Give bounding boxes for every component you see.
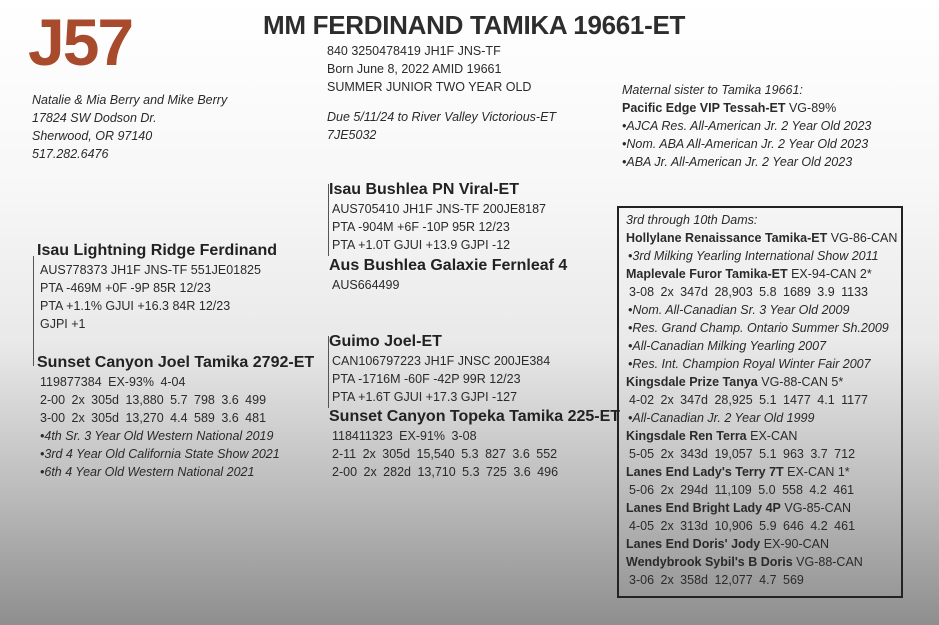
dam-sire-line: PTA +1.6T GJUI +17.3 GJPI -127 xyxy=(332,390,518,404)
owner-city: Sherwood, OR 97140 xyxy=(32,129,153,143)
ancestor-dam-name: Lanes End Lady's Terry 7T xyxy=(626,465,784,479)
ancestor-dam-record: 4-05 2x 313d 10,906 5.9 646 4.2 461 xyxy=(629,519,856,533)
ancestor-dam-score: VG-88-CAN 5* xyxy=(757,375,844,389)
ancestor-dam-honor: •Res. Grand Champ. Ontario Summer Sh.2009 xyxy=(628,321,889,335)
dam-sire-line: CAN106797223 JH1F JNSC 200JE384 xyxy=(332,354,551,368)
dam-line: 119877384 EX-93% 4-04 xyxy=(40,375,186,389)
dam-sire-line: PTA -1716M -60F -42P 99R 12/23 xyxy=(332,372,521,386)
ancestor-dam xyxy=(626,553,897,571)
ancestor-dam xyxy=(626,535,897,553)
ancestor-dam-score: EX-94-CAN 2* xyxy=(787,267,872,281)
ancestor-dam-score: VG-86-CAN xyxy=(827,231,898,245)
sire-line: PTA +1.1% GJUI +16.3 84R 12/23 xyxy=(40,299,231,313)
dam-sire xyxy=(329,332,550,406)
maternal-name: Pacific Edge VIP Tessah-ET xyxy=(622,101,786,115)
ancestor-dam-record: 3-06 2x 358d 12,077 4.7 569 xyxy=(629,573,804,587)
ancestor-dam-name: Kingsdale Prize Tanya xyxy=(626,375,758,389)
dam-dam-line: 2-11 2x 305d 15,540 5.3 827 3.6 552 xyxy=(332,447,558,461)
ancestor-dam-record: 5-05 2x 343d 19,057 5.1 963 3.7 712 xyxy=(629,447,856,461)
ancestor-dam-honor: •All-Canadian Jr. 2 Year Old 1999 xyxy=(628,411,815,425)
sire-dam-line: AUS664499 xyxy=(332,278,400,292)
owner-phone: 517.282.6476 xyxy=(32,147,109,161)
maternal-honor: •Nom. ABA All-American Jr. 2 Year Old 2023 xyxy=(622,137,869,151)
ancestor-dam xyxy=(626,427,897,445)
dam-sire-name: Guimo Joel-ET xyxy=(329,333,442,350)
maternal-score: VG-89% xyxy=(785,101,837,115)
sire-sire-line: PTA -904M +6F -10P 95R 12/23 xyxy=(332,220,510,234)
dam xyxy=(37,353,314,481)
owner-names: Natalie & Mia Berry and Mike Berry xyxy=(32,93,228,107)
maternal-sister xyxy=(622,81,871,171)
ancestor-dam-record: 5-06 2x 294d 11,109 5.0 558 4.2 461 xyxy=(629,483,855,497)
dam-honor: •4th Sr. 3 Year Old Western National 2019 xyxy=(40,429,274,443)
sire-line: AUS778373 JH1F JNS-TF 551JE01825 xyxy=(40,263,261,277)
ancestor-dam-score: EX-90-CAN xyxy=(760,537,830,551)
animal-class-line: SUMMER JUNIOR TWO YEAR OLD xyxy=(327,80,532,94)
ancestor-dam-name: Hollylane Renaissance Tamika-ET xyxy=(626,231,828,245)
ancestor-dam-score: VG-85-CAN xyxy=(780,501,852,515)
dam-honor: •3rd 4 Year Old California State Show 2021 xyxy=(40,447,280,461)
maternal-honor: •ABA Jr. All-American Jr. 2 Year Old 2023 xyxy=(622,155,853,169)
ancestor-dam-name: Kingsdale Ren Terra xyxy=(626,429,747,443)
maternal-honor: •AJCA Res. All-American Jr. 2 Year Old 2023 xyxy=(622,119,872,133)
lot-number: J57 xyxy=(28,5,133,79)
dam-honor: •6th 4 Year Old Western National 2021 xyxy=(40,465,255,479)
sire-line: GJPI +1 xyxy=(40,317,86,331)
sire-dam-name: Aus Bushlea Galaxie Fernleaf 4 xyxy=(329,257,568,274)
sire-sire-name: Isau Bushlea PN Viral-ET xyxy=(329,181,519,198)
animal-born-line: Born June 8, 2022 AMID 19661 xyxy=(327,62,502,76)
ancestor-dam-name: Wendybrook Sybil's B Doris xyxy=(626,555,793,569)
page-title: MM FERDINAND TAMIKA 19661-ET xyxy=(263,10,686,40)
sire-name: Isau Lightning Ridge Ferdinand xyxy=(37,242,277,259)
dam-line: 2-00 2x 305d 13,880 5.7 798 3.6 499 xyxy=(40,393,267,407)
ancestor-dam-score: EX-CAN xyxy=(746,429,798,443)
dam-name: Sunset Canyon Joel Tamika 2792-ET xyxy=(37,354,315,371)
owner-address: 17824 SW Dodson Dr. xyxy=(32,111,157,125)
owner-info xyxy=(32,91,227,163)
ancestor-dam xyxy=(626,499,897,517)
dams-rows xyxy=(626,229,897,589)
sire-line: PTA -469M +0F -9P 85R 12/23 xyxy=(40,281,211,295)
maternal-intro: Maternal sister to Tamika 19661: xyxy=(622,83,803,97)
dam-dam xyxy=(329,407,620,481)
ancestor-dam-name: Maplevale Furor Tamika-ET xyxy=(626,267,788,281)
sire-sire xyxy=(329,180,546,254)
dam-line: 3-00 2x 305d 13,270 4.4 589 3.6 481 xyxy=(40,411,267,425)
ancestor-dam xyxy=(626,463,897,481)
dams-list xyxy=(626,211,897,589)
sire xyxy=(37,241,277,333)
ancestor-dam-score: VG-88-CAN xyxy=(792,555,863,569)
dam-dam-line: 2-00 2x 282d 13,710 5.3 725 3.6 496 xyxy=(332,465,559,479)
ancestor-dam-honor: •All-Canadian Milking Yearling 2007 xyxy=(628,339,827,353)
dams-header: 3rd through 10th Dams: xyxy=(626,213,758,227)
animal-id-line: 840 3250478419 JH1F JNS-TF xyxy=(327,44,501,58)
ancestor-dam-honor: •Nom. All-Canadian Sr. 3 Year Old 2009 xyxy=(628,303,850,317)
animal-info xyxy=(327,42,556,144)
dam-dam-name: Sunset Canyon Topeka Tamika 225-ET xyxy=(329,408,621,425)
ancestor-dam xyxy=(626,265,897,283)
due-code: 7JE5032 xyxy=(327,128,377,142)
sire-sire-line: AUS705410 JH1F JNS-TF 200JE8187 xyxy=(332,202,546,216)
due-date: Due 5/11/24 to River Valley Victorious-ET xyxy=(327,110,557,124)
sire-sire-line: PTA +1.0T GJUI +13.9 GJPI -12 xyxy=(332,238,511,252)
sire-dam xyxy=(329,256,567,294)
ancestor-dam xyxy=(626,373,897,391)
ancestor-dam xyxy=(626,229,897,247)
ancestor-dam-record: 3-08 2x 347d 28,903 5.8 1689 3.9 1133 xyxy=(629,285,869,299)
ancestor-dam-score: EX-CAN 1* xyxy=(783,465,850,479)
ancestor-dam-honor: •Res. Int. Champion Royal Winter Fair 2007 xyxy=(628,357,871,371)
dam-dam-line: 118411323 EX-91% 3-08 xyxy=(332,429,477,443)
ancestor-dam-name: Lanes End Doris' Jody xyxy=(626,537,761,551)
ancestor-dam-record: 4-02 2x 347d 28,925 5.1 1477 4.1 1177 xyxy=(629,393,869,407)
ancestor-dam-honor: •3rd Milking Yearling International Show 2011 xyxy=(628,249,879,263)
ancestor-dam-name: Lanes End Bright Lady 4P xyxy=(626,501,781,515)
pedigree-bracket-main xyxy=(33,256,34,366)
